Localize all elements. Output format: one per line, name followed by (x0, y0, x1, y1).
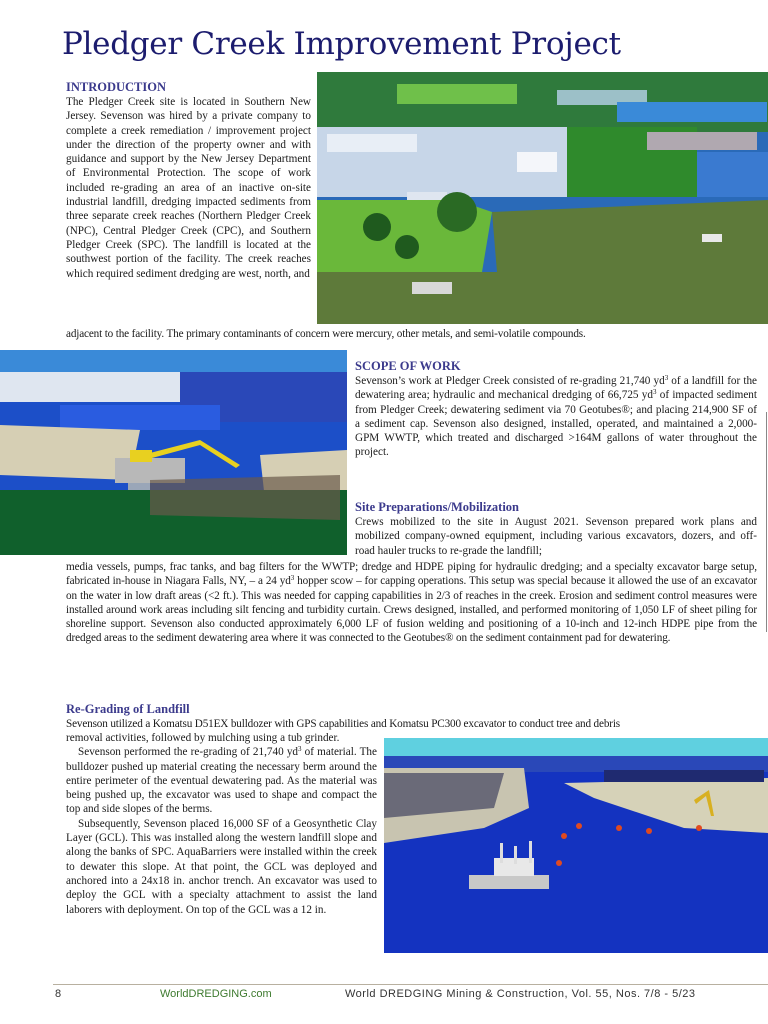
scope-of-work-section (355, 359, 757, 460)
regrading-column (66, 731, 377, 917)
regrading-heading: Re-Grading of Landfill (66, 702, 190, 716)
regrading-text-2b: of material. The bulldozer pushed up material creating the necessary berm around the entire perimeter of the eventual dewatering pad. As the material was being pushed up, the excavator was used to shape and compact the top and side slopes of the berms. (66, 746, 377, 816)
site-preparations-section (355, 500, 757, 558)
footer-divider (53, 984, 768, 985)
site-prep-unit: yd (279, 575, 291, 588)
excavator-photo (0, 350, 347, 555)
scope-text-3: of impacted sediment from Pledger Creek; dewatering sediment via 70 Geotubes®; and placing 214,900 SF of a sediment cap. Sevenson also designed, installed, operated, and maintained a 2,000-GPM WWTP, which treated and discharged >164M gallons of water throughout the project. (355, 389, 757, 459)
site-preparations-body: Crews mobilized to the site in August 2021. Sevenson prepared work plans and mobilized company-owned equipment, including various excavators, dozers, and off-road hauler trucks to re-grade the landfill; (355, 516, 757, 557)
introduction-section (66, 80, 311, 281)
site-preparations-body-continued (66, 560, 757, 646)
introduction-heading: INTRODUCTION (66, 80, 167, 94)
website-link[interactable]: WorldDREDGING.com (160, 988, 272, 1000)
publication-info: World DREDGING Mining & Construction, Vol. 55, Nos. 7/8 - 5/23 (345, 988, 696, 1000)
regrading-section (66, 702, 757, 731)
regrading-text-2a: Sevenson performed the re-grading of 21,740 (78, 746, 287, 759)
regrading-intro-continued: removal activities, followed by mulching using a tub grinder. (66, 732, 340, 744)
regrading-paragraph-3: Subsequently, Sevenson placed 16,000 SF of a Geosynthetic Clay Layer (GCL). This was installed along the western landfill slope and along the banks of SPC. AquaBarriers were installed within the creek to dewater this slope. At that point, the GCL was deployed and anchored into a 24x18 in. anchor trench. An excavator was used to deploy the GCL with a specialty attachment to assist the land laborers with deployment. On top of the GCL was a 12 in. (66, 817, 377, 916)
site-prep-text-b: hopper scow – for capping operations. This setup was special because it allowed the use of an excavator on the water in low draft areas (<2 ft.). This was needed for capping capabilities in 2/3 of reaches in the creek. Erosion and sediment control measures were installed around work areas including silt fencing and turbidity curtain. Crews designed, installed, and performed monitoring of 1,050 LF of sheet piling for shoreline support. Sevenson also conducted approximately 6,000 LF of fusion welding and positioning of a 10-inch and 12-inch HDPE pipe from the dredged areas to the sediment dewatering area where it was connected to the Geotubes® on the sediment containment pad for dewatering. (66, 575, 758, 645)
site-preparations-heading: Site Preparations/Mobilization (355, 500, 519, 514)
scope-text-1: Sevenson’s work at Pledger Creek consisted of re-grading 21,740 (355, 375, 651, 387)
regrading-sup: 3 (298, 745, 302, 754)
dredge-photo (384, 738, 768, 953)
site-prep-text-a: media vessels, pumps, frac tanks, and bag filters for the WWTP; dredge and HDPE piping for hydraulic dredging; and a specialty excavator barge setup, fabricated in-house in Niagara Falls, NY, – a 24 (66, 561, 757, 588)
scope-sup-1: 3 (664, 374, 669, 382)
site-preparations-continued (66, 560, 757, 646)
page-title: Pledger Creek Improvement Project (62, 26, 621, 62)
introduction-continued (66, 327, 766, 341)
dredge-image-icon (384, 738, 768, 953)
aerial-image-icon (317, 72, 768, 324)
scope-of-work-heading: SCOPE OF WORK (355, 359, 461, 373)
regrading-unit: yd (286, 746, 299, 759)
aerial-photo (317, 72, 768, 324)
scope-text-2: of a landfill for the dewatering area; hydraulic and mechanical dredging of 66,725 (355, 375, 758, 402)
regrading-intro: Sevenson utilized a Komatsu D51EX bulldozer with GPS capabilities and Komatsu PC300 excavator to conduct tree and debris (66, 718, 620, 730)
excavator-image-icon (0, 350, 347, 555)
regrading-paragraph-2 (66, 745, 377, 816)
page-number: 8 (55, 988, 62, 1000)
introduction-body-continued: adjacent to the facility. The primary contaminants of concern were mercury, other metals, and semi-volatile compounds. (66, 328, 586, 340)
column-divider (766, 412, 767, 632)
scope-unit-2: yd (641, 389, 653, 402)
site-prep-sup: 3 (290, 574, 295, 583)
scope-of-work-body (355, 374, 757, 460)
introduction-body: The Pledger Creek site is located in Southern New Jersey. Sevenson was hired by a private company to complete a creek remediation / improvement project under the direction of the property owner and with guidance and support by the New Jersey Department of Environmental Protection. The scope of work included re-grading an area of an inactive on-site industrial landfill, dredging impacted sediments from three separate creek reaches (Northern Pledger Creek (NPC), Central Pledger Creek (CPC), and Southern Pledger Creek (SPC). The landfill is located at the southwest portion of the facility. The creek reaches which required sediment dredging are west, north, and (66, 96, 311, 280)
scope-sup-2: 3 (652, 388, 657, 397)
scope-unit-1: yd (653, 375, 665, 387)
